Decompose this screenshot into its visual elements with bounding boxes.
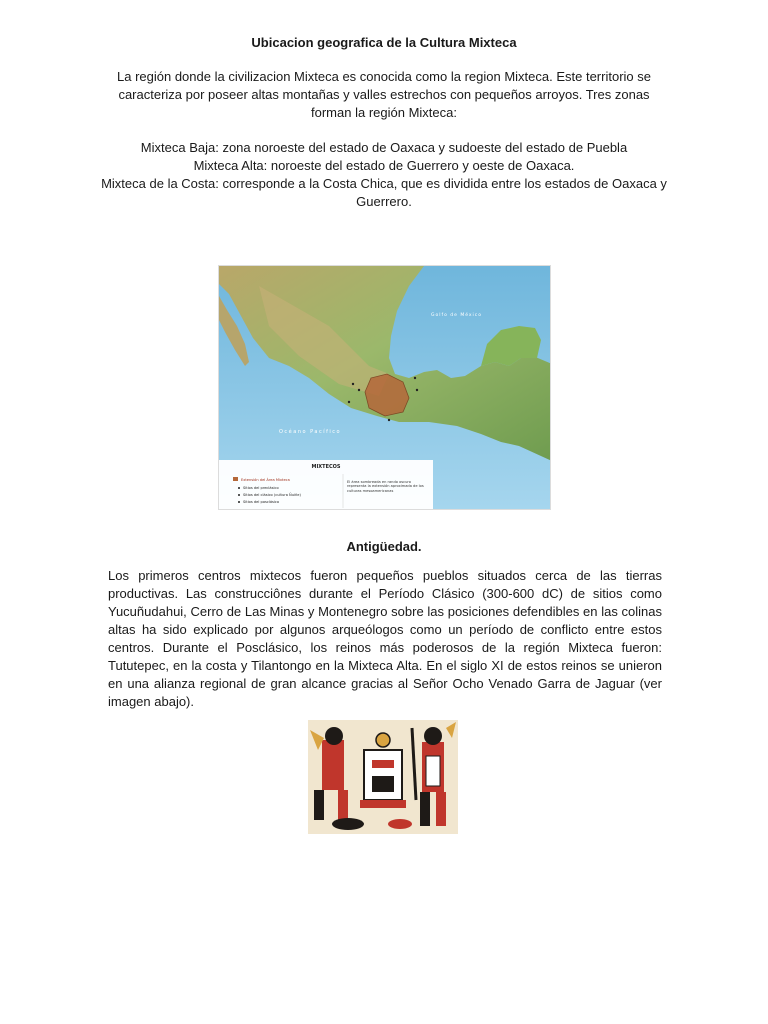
center-glyph xyxy=(376,733,390,747)
site-dot xyxy=(348,401,350,403)
ground-figure xyxy=(388,819,412,829)
altar-base xyxy=(360,800,406,808)
altar-band xyxy=(372,760,394,768)
legend-bullet xyxy=(238,494,240,496)
site-dot xyxy=(414,377,416,379)
legend-swatch xyxy=(233,477,238,481)
altar-door xyxy=(372,776,394,792)
site-dot xyxy=(416,389,418,391)
mixteca-map-image xyxy=(218,265,551,510)
legend-item: Sitios del preclásico xyxy=(243,486,279,490)
zone-mixteca-baja: Mixteca Baja: zona noroeste del estado de Oaxaca y sudoeste del estado de Puebla xyxy=(140,140,628,155)
left-figure-leg xyxy=(314,790,324,820)
legend-note: El área sombreada en rando oscuro representa la extensión aproximada de los culturas mesoamericanas xyxy=(347,480,424,493)
zones-list xyxy=(100,139,668,211)
right-figure-tunic xyxy=(426,756,440,786)
gulf-label: Golfo de México xyxy=(431,313,483,318)
left-figure-leg xyxy=(338,790,348,820)
body-paragraph: Los primeros centros mixtecos fueron pequeños pueblos situados cerca de las tierras productivas. Las construcciônes durante el Período Clásico (300-600 dC) de sitios como Yucuñudahui, Cerro de Las Minas y Montenegro sobre las posiciones defendibles en las colinas altas ha sido explicado por algunos arqueólogos como un período de conflicto entre estos centros. Durante el Posclásico, los reinos más poderosos de la región Mixteca fueron: Tututepec, en la costa y Tilantongo en la Mixteca Alta. En el siglo XI de estos reinos se unieron en una alianza regional de gran alcance gracias al Señor Ocho Venado Garra de Jaguar (ver imagen abajo). xyxy=(108,568,662,709)
zone-mixteca-alta: Mixteca Alta: noroeste del estado de Guerrero y oeste de Oaxaca. xyxy=(193,158,575,173)
document-title: Ubicacion geografica de la Cultura Mixteca xyxy=(251,35,517,50)
right-figure-leg xyxy=(436,792,446,826)
ocean-label: Océano Pacífico xyxy=(279,429,342,435)
center-altar xyxy=(364,750,402,800)
legend-note-wrap xyxy=(347,480,429,506)
intro-paragraph: La región donde la civilizacion Mixteca es conocida como la region Mixteca. Este territorio se caracteriza por poseer altas montañas y valles estrechos con pequeños arroyos. Tres zonas forman la región Mixteca: xyxy=(117,69,651,120)
codex-illustration xyxy=(308,720,458,834)
ground-figure xyxy=(332,818,364,830)
legend-item: Sitios del posclásico xyxy=(243,500,280,504)
zone-mixteca-costa: Mixteca de la Costa: corresponde a la Costa Chica, que es dividida entre los estados de Oaxaca y Guerrero. xyxy=(101,176,667,209)
left-figure-head xyxy=(325,727,343,745)
site-dot xyxy=(352,383,354,385)
legend-bullet xyxy=(238,487,240,489)
legend-item: Extensión del Área Mixteca xyxy=(241,478,290,482)
legend-title: MIXTECOS xyxy=(311,464,341,470)
left-figure-body xyxy=(322,740,344,790)
site-dot xyxy=(358,389,360,391)
section-title: Antigüedad. xyxy=(346,539,422,554)
legend-item: Sitios del clásico (cultura Ñuiñe) xyxy=(243,493,301,497)
legend-bullet xyxy=(238,501,240,503)
right-figure-leg xyxy=(420,792,430,826)
right-figure-head xyxy=(424,727,442,745)
site-dot xyxy=(388,419,390,421)
